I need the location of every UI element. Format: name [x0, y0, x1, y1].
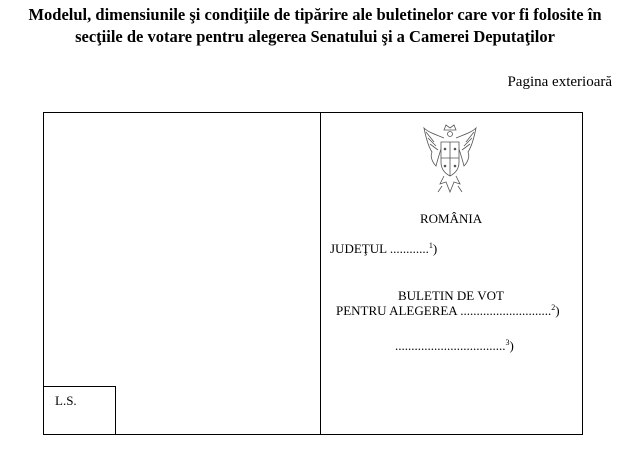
county-line	[330, 241, 437, 257]
constituency-dots: ..................................	[395, 338, 506, 353]
county-label: JUDEŢUL	[330, 241, 387, 256]
election-footnote-ref: 2	[551, 303, 556, 312]
stamp-box	[44, 386, 116, 434]
document-title	[0, 4, 630, 48]
ballot-title-line-1: BULETIN DE VOT	[398, 288, 504, 303]
page-label: Pagina exterioară	[507, 74, 612, 90]
fold-divider	[320, 113, 321, 434]
country-label: ROMÂNIA	[420, 211, 483, 226]
constituency-footnote-ref: 3	[505, 338, 510, 347]
title-line-1: Modelul, dimensiunile şi condiţiile de tipărire ale buletinelor care vor fi folosite în	[28, 5, 602, 24]
county-footnote-ref: 1	[428, 241, 433, 250]
ballot-outer-page	[43, 112, 583, 435]
constituency-paren: )	[509, 338, 514, 353]
county-paren: )	[432, 241, 438, 256]
romania-coat-of-arms-icon	[422, 122, 478, 198]
ballot-title-line-2: PENTRU ALEGEREA	[336, 303, 457, 318]
election-line	[336, 303, 560, 319]
stamp-label: L.S.	[55, 393, 77, 408]
constituency-line	[395, 338, 514, 354]
title-line-2: secţiile de votare pentru alegerea Senatului şi a Camerei Deputaţilor	[75, 27, 555, 46]
county-dots: ............	[389, 241, 429, 256]
election-paren: )	[555, 303, 560, 318]
election-dots: ............................	[460, 303, 552, 318]
